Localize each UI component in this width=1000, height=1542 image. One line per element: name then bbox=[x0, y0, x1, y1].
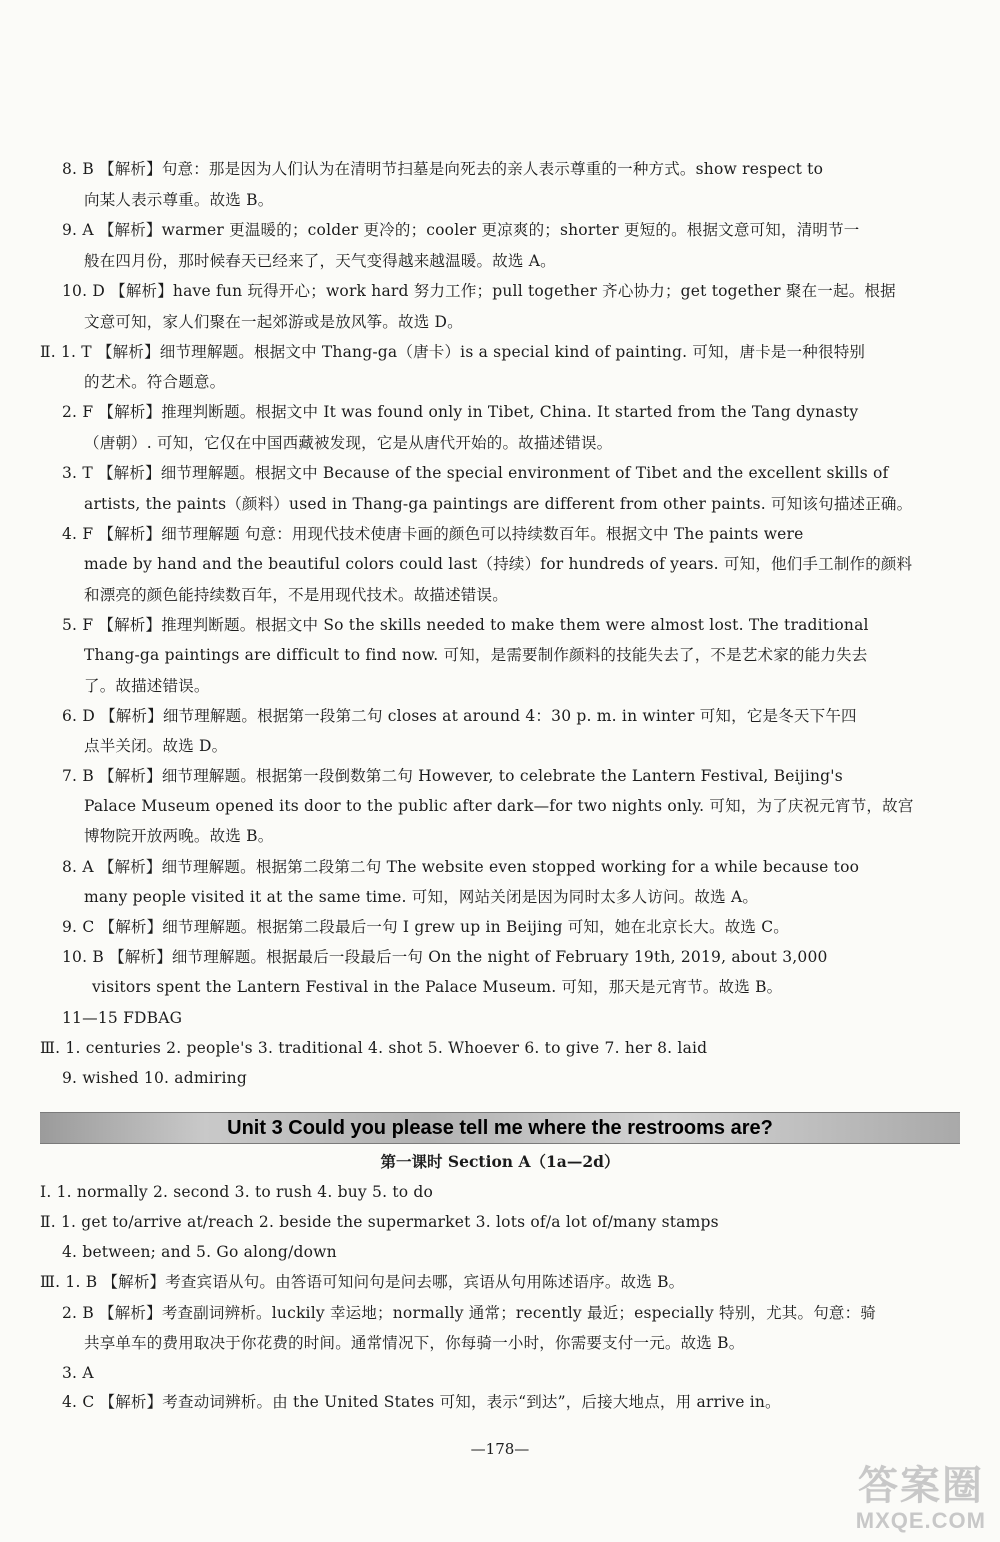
answer-line: 8. B 【解析】句意：那是因为人们认为在清明节扫墓是向死去的亲人表示尊重的一种方式。show respect to bbox=[62, 160, 824, 178]
answer-line: 点半关闭。故选 D。 bbox=[84, 737, 228, 755]
answer-line: Ⅲ. 1. B 【解析】考查宾语从句。由答语可知问句是问去哪，宾语从句用陈述语序。故选 B。 bbox=[40, 1273, 685, 1291]
answer-line: 9. C 【解析】细节理解题。根据第二段最后一句 I grew up in Beijing 可知，她在北京长大。故选 C。 bbox=[62, 918, 789, 936]
answer-line: 文意可知，家人们聚在一起郊游或是放风筝。故选 D。 bbox=[84, 313, 463, 331]
answer-line: 5. F 【解析】推理判断题。根据文中 So the skills needed to make them were almost lost. The traditional bbox=[62, 616, 869, 634]
answer-line: 10. D 【解析】have fun 玩得开心；work hard 努力工作；pull together 齐心协力；get together 聚在一起。根据 bbox=[62, 282, 896, 300]
answer-line: 3. T 【解析】细节理解题。根据文中 Because of the special environment of Tibet and the excellent skills of bbox=[62, 464, 889, 482]
answer-line: 博物院开放两晚。故选 B。 bbox=[84, 827, 274, 845]
answer-line: 般在四月份，那时候春天已经来了，天气变得越来越温暖。故选 A。 bbox=[84, 252, 556, 270]
answer-line: 7. B 【解析】细节理解题。根据第一段倒数第二句 However, to celebrate the Lantern Festival, Beijing's bbox=[62, 767, 843, 785]
watermark-logo bbox=[800, 1454, 990, 1534]
section-heading: 第一课时 Section A（1a—2d） bbox=[380, 1152, 620, 1171]
answer-line: Ⅲ. 1. centuries 2. people's 3. traditional 4. shot 5. Whoever 6. to give 7. her 8. laid bbox=[40, 1039, 708, 1057]
answer-line: Thang-ga paintings are difficult to find now. 可知，是需要制作颜料的技能失去了，不是艺术家的能力失去 bbox=[84, 646, 868, 664]
answer-line: 向某人表示尊重。故选 B。 bbox=[84, 191, 274, 209]
answer-line: 9. wished 10. admiring bbox=[62, 1069, 247, 1087]
watermark-cn: 答案圈 bbox=[858, 1464, 984, 1508]
answer-line: 的艺术。符合题意。 bbox=[84, 373, 226, 391]
unit-banner bbox=[40, 1112, 960, 1144]
answer-line: Ⅰ. 1. normally 2. second 3. to rush 4. buy 5. to do bbox=[40, 1183, 434, 1201]
answer-line: 6. D 【解析】细节理解题。根据第一段第二句 closes at around 4：30 p. m. in winter 可知，它是冬天下午四 bbox=[62, 707, 857, 725]
answer-line: 共享单车的费用取决于你花费的时间。通常情况下，你每骑一小时，你需要支付一元。故选 B。 bbox=[84, 1334, 745, 1352]
answer-line: 11—15 FDBAG bbox=[62, 1009, 183, 1027]
answer-line: 和漂亮的颜色能持续数百年，不是用现代技术。故描述错误。 bbox=[84, 586, 508, 604]
answer-line: 10. B 【解析】细节理解题。根据最后一段最后一句 On the night of February 19th, 2019, about 3,000 bbox=[62, 948, 828, 966]
answer-line: many people visited it at the same time. 可知，网站关闭是因为同时太多人访问。故选 A。 bbox=[84, 888, 759, 906]
answer-line: artists, the paints（颜料）used in Thang-ga paintings are different from other paints. 可知该句描述正确。 bbox=[84, 495, 913, 513]
answer-line: 8. A 【解析】细节理解题。根据第二段第二句 The website even stopped working for a while because too bbox=[62, 858, 860, 876]
answer-line: made by hand and the beautiful colors could last（持续）for hundreds of years. 可知，他们手工制作的颜料 bbox=[84, 555, 913, 573]
answer-line: 2. F 【解析】推理判断题。根据文中 It was found only in Tibet, China. It started from the Tang dynasty bbox=[62, 403, 859, 421]
answer-line: Ⅱ. 1. get to/arrive at/reach 2. beside the supermarket 3. lots of/a lot of/many stamps bbox=[40, 1213, 719, 1231]
answer-line: 9. A 【解析】warmer 更温暖的；colder 更冷的；cooler 更凉爽的；shorter 更短的。根据文意可知，清明节一 bbox=[62, 221, 860, 239]
answer-line: Ⅱ. 1. T 【解析】细节理解题。根据文中 Thang-ga（唐卡）is a special kind of painting. 可知，唐卡是一种很特别 bbox=[40, 343, 866, 361]
answer-line: 4. between; and 5. Go along/down bbox=[62, 1243, 337, 1261]
answer-line: （唐朝）. 可知，它仅在中国西藏被发现，它是从唐代开始的。故描述错误。 bbox=[84, 434, 613, 452]
answer-line: 了。故描述错误。 bbox=[84, 677, 210, 695]
watermark-en: MXQE.COM bbox=[855, 1508, 986, 1533]
answer-line: 4. F 【解析】细节理解题 句意：用现代技术使唐卡画的颜色可以持续数百年。根据文中 The paints were bbox=[62, 525, 804, 543]
answer-line: visitors spent the Lantern Festival in the Palace Museum. 可知，那天是元宵节。故选 B。 bbox=[92, 978, 783, 996]
answer-line: 3. A bbox=[62, 1364, 94, 1382]
page-number: —178— bbox=[470, 1440, 530, 1458]
answer-line: 4. C 【解析】考查动词辨析。由 the United States 可知，表示“到达”，后接大地点，用 arrive in。 bbox=[62, 1393, 781, 1411]
answer-line: Palace Museum opened its door to the public after dark—for two nights only. 可知，为了庆祝元宵节，故宫 bbox=[84, 797, 914, 815]
unit-title: Unit 3 Could you please tell me where the restrooms are? bbox=[227, 1117, 773, 1139]
answer-line: 2. B 【解析】考查副词辨析。luckily 幸运地；normally 通常；recently 最近；especially 特别，尤其。句意：骑 bbox=[62, 1304, 876, 1322]
